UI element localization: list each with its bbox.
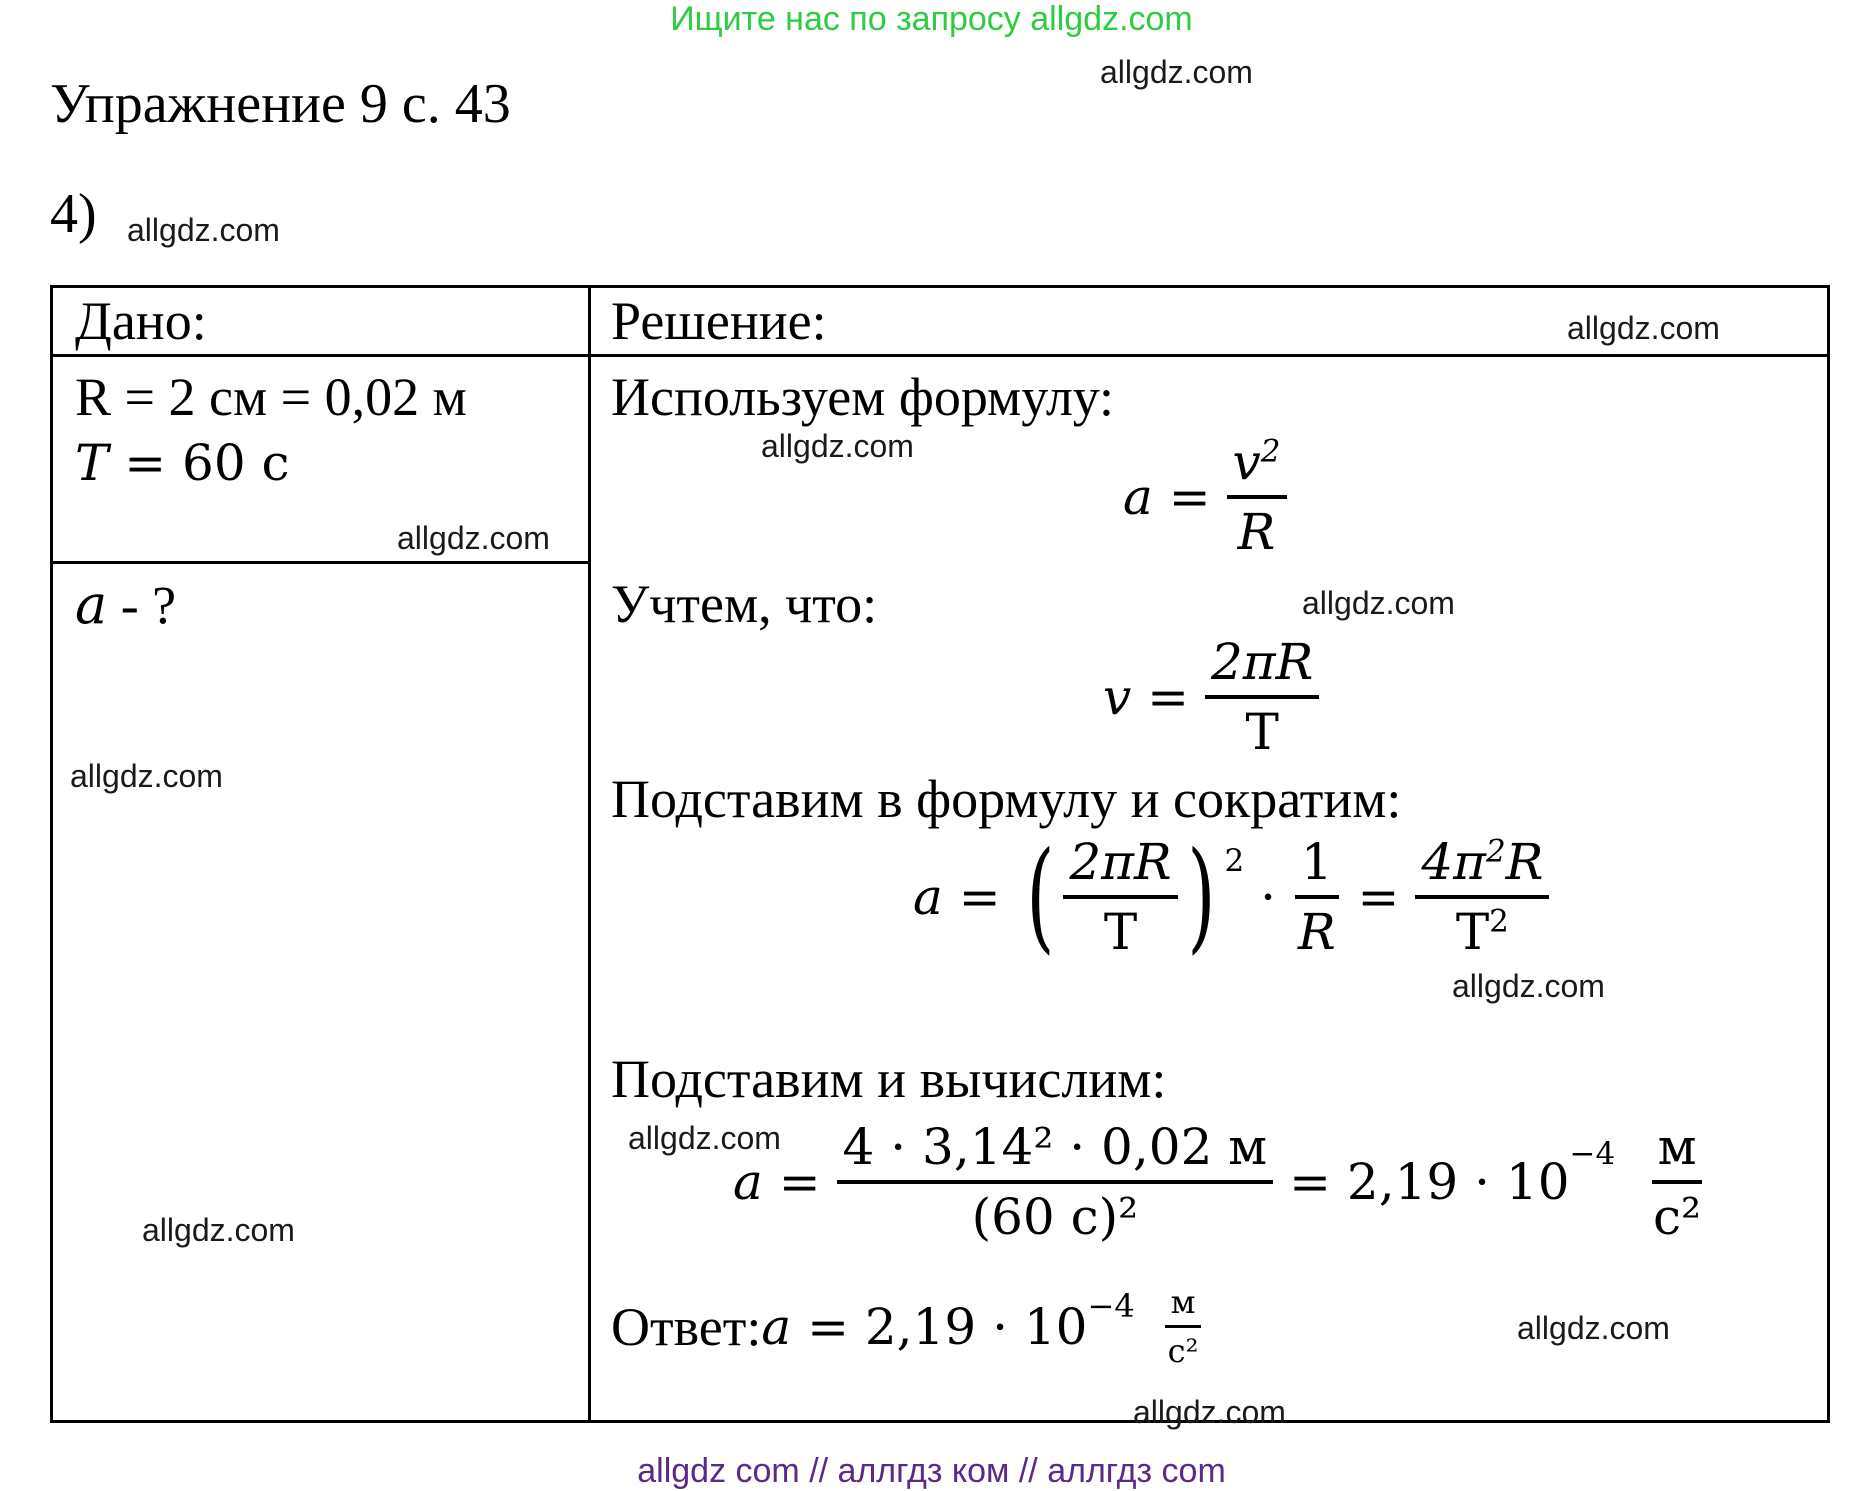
substitute-simplify-text: Подставим в формулу и сократим: xyxy=(611,769,1402,829)
watermark: allgdz.com xyxy=(1100,54,1253,90)
watermark: allgdz.com xyxy=(1517,1310,1670,1346)
exercise-title: Упражнение 9 с. 43 xyxy=(50,73,511,135)
item-number: 4) xyxy=(50,183,97,245)
header-divider xyxy=(53,354,1827,357)
formula-calculation: a = $\frac{\text{4 · 3,14² · 0,02 м}}{\text{(60 с)²}}$ = 2,19 · 10 $^{-4}$ $\frac{м}{\text{с²}}$ xyxy=(733,1118,1702,1246)
watermark: allgdz.com xyxy=(1133,1394,1286,1430)
bottom-banner[interactable]: allgdz com // аллгдз ком // аллгдз com xyxy=(637,1452,1226,1490)
formula-velocity: v = $\frac{2\pi R}{T}$ xyxy=(1103,633,1319,761)
consider-text: Учтем, что: xyxy=(611,574,878,634)
find-acceleration: a - ? xyxy=(75,573,177,636)
given-period: T = 60 с xyxy=(75,434,290,492)
formula-acceleration: a = $\frac{v^2}{R}$ xyxy=(1123,433,1287,561)
solution-table xyxy=(50,285,1830,1423)
answer: Ответ: a = 2,19 · 10 $^{-4}$ $\frac{м}{\text{с²}}$ xyxy=(611,1283,1204,1370)
column-divider xyxy=(588,288,591,1420)
watermark: allgdz.com xyxy=(761,428,914,464)
watermark: allgdz.com xyxy=(70,758,223,794)
watermark: allgdz.com xyxy=(628,1120,781,1156)
top-banner[interactable]: Ищите нас по запросу allgdz.com xyxy=(670,0,1193,38)
watermark: allgdz.com xyxy=(1302,585,1455,621)
watermark: allgdz.com xyxy=(127,212,280,248)
given-divider xyxy=(53,561,588,564)
use-formula-text: Используем формулу: xyxy=(611,367,1115,427)
substitute-compute-text: Подставим и вычислим: xyxy=(611,1049,1167,1109)
given-radius: R = 2 см = 0,02 м xyxy=(75,367,467,427)
watermark: allgdz.com xyxy=(142,1212,295,1248)
formula-derivation: a = ( $\frac{2\pi R}{T}$ ) $^2$ · $\frac{1}{R}$ = $\frac{4\pi^2R}{T^2}$ xyxy=(913,833,1549,961)
given-header: Дано: xyxy=(75,291,207,351)
watermark: allgdz.com xyxy=(397,520,550,556)
watermark: allgdz.com xyxy=(1452,968,1605,1004)
solution-header: Решение: xyxy=(611,291,827,351)
watermark: allgdz.com xyxy=(1567,310,1720,346)
